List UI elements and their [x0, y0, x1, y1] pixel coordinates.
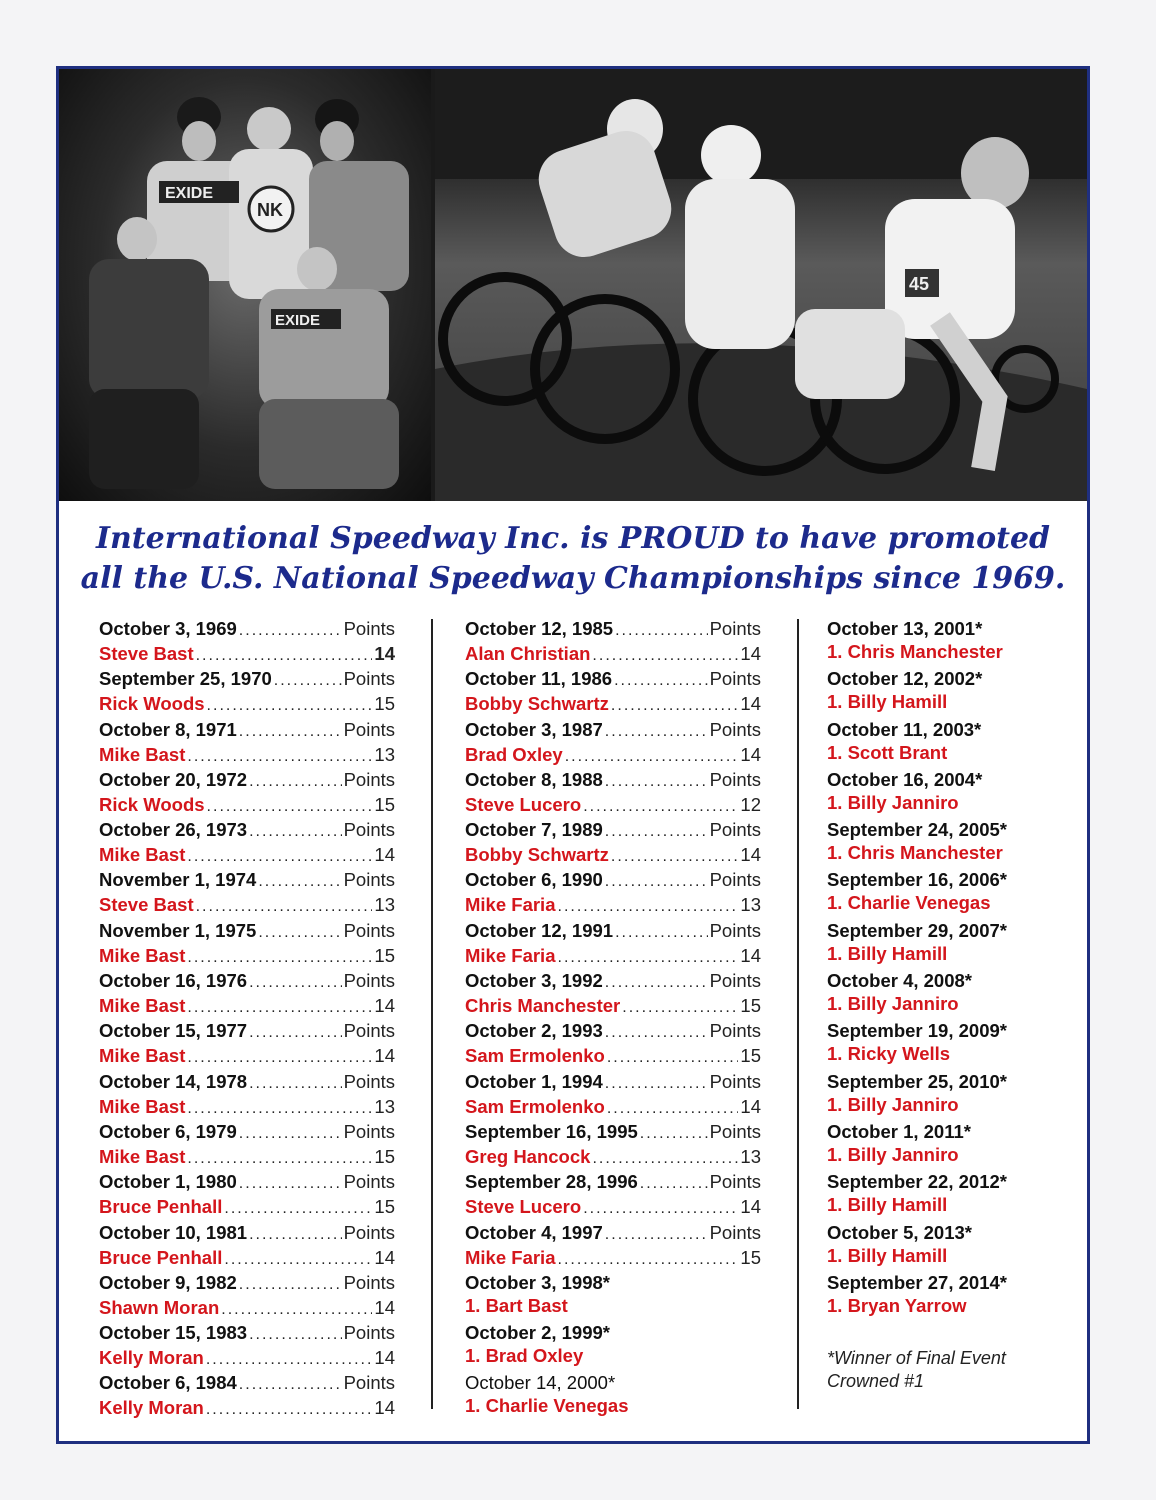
event-date: October 6, 1984 — [99, 1372, 237, 1394]
winner-name: Brad Oxley — [465, 743, 563, 765]
event-date: September 16, 2006* — [827, 869, 1007, 891]
winner-name: 1. Charlie Venegas — [827, 892, 991, 914]
event-date: November 1, 1975 — [99, 919, 257, 941]
points-value: 13 — [740, 1145, 761, 1167]
result-entry — [465, 768, 761, 818]
points-value: 15 — [740, 1246, 761, 1268]
points-label: Points — [343, 919, 395, 941]
final-event-entry — [827, 1170, 1067, 1220]
footnote-line-2: Crowned #1 — [827, 1371, 925, 1391]
event-date: October 4, 2008* — [827, 970, 972, 992]
event-date: September 28, 1996 — [465, 1171, 638, 1193]
event-date: October 1, 1980 — [99, 1171, 237, 1193]
result-entry — [465, 1170, 761, 1220]
event-date: October 14, 1978 — [99, 1070, 248, 1092]
event-date: October 3, 1998* — [465, 1271, 610, 1293]
winner-name: Kelly Moran — [99, 1347, 204, 1369]
points-label: Points — [343, 819, 395, 841]
result-entry — [465, 868, 761, 918]
winner-name: 1. Billy Hamill — [827, 691, 948, 713]
result-entry — [465, 718, 761, 768]
points-label: Points — [709, 819, 761, 841]
points-label: Points — [709, 919, 761, 941]
photo-banner — [59, 69, 1087, 501]
event-date: October 11, 2003* — [827, 718, 982, 740]
points-value: 15 — [374, 1145, 395, 1167]
winner-name: Mike Bast — [99, 1045, 186, 1067]
points-label: Points — [709, 1171, 761, 1193]
points-label: Points — [343, 1020, 395, 1042]
points-label: Points — [343, 768, 395, 790]
result-entry — [99, 1019, 395, 1069]
headline-line-2: all the U.S. National Speedway Championships since 1969. — [80, 561, 1066, 596]
result-entry — [465, 667, 761, 717]
event-date: September 29, 2007* — [827, 919, 1007, 941]
event-date: October 3, 1987 — [465, 718, 603, 740]
result-entry — [99, 818, 395, 868]
points-value: 14 — [740, 844, 761, 866]
points-label: Points — [709, 1070, 761, 1092]
final-event-entry — [827, 818, 1067, 868]
svg-text:NK: NK — [257, 200, 283, 220]
points-value: 15 — [374, 944, 395, 966]
event-date: October 1, 2011* — [827, 1120, 971, 1142]
points-label: Points — [343, 618, 395, 639]
result-entry — [99, 1271, 395, 1321]
points-label: Points — [343, 1221, 395, 1243]
winner-name: Mike Bast — [99, 1095, 186, 1117]
final-event-entry — [827, 1070, 1067, 1120]
result-entry — [99, 919, 395, 969]
final-event-entry — [827, 1019, 1067, 1069]
points-label: Points — [709, 668, 761, 690]
results-column-3 — [827, 617, 1067, 1321]
final-event-entry — [827, 868, 1067, 918]
result-entry — [465, 818, 761, 868]
winner-name: 1. Charlie Venegas — [465, 1395, 629, 1417]
points-label: Points — [709, 1221, 761, 1243]
final-event-entry — [827, 1221, 1067, 1271]
points-label: Points — [343, 1120, 395, 1142]
event-date: October 6, 1990 — [465, 869, 603, 891]
page-frame — [56, 66, 1090, 1444]
event-date: September 25, 2010* — [827, 1070, 1007, 1092]
result-entry — [99, 868, 395, 918]
points-value: 15 — [374, 693, 395, 715]
event-date: October 16, 2004* — [827, 768, 983, 790]
winner-name: 1. Billy Hamill — [827, 942, 948, 964]
event-date: October 8, 1988 — [465, 768, 603, 790]
points-value: 14 — [374, 1246, 395, 1268]
results-column-1 — [99, 617, 395, 1422]
winner-name: Mike Faria — [465, 894, 556, 916]
event-date: October 5, 2013* — [827, 1221, 972, 1243]
winner-name: 1. Billy Janniro — [827, 1143, 959, 1165]
winner-name: Mike Bast — [99, 1145, 186, 1167]
result-entry — [99, 1070, 395, 1120]
event-date: October 2, 1999* — [465, 1322, 610, 1344]
event-date: October 4, 1997 — [465, 1221, 603, 1243]
points-label: Points — [343, 718, 395, 740]
points-value: 14 — [374, 1045, 395, 1067]
winner-name: 1. Billy Janniro — [827, 1093, 959, 1115]
winner-name: Bobby Schwartz — [465, 844, 609, 866]
winner-name: Mike Bast — [99, 844, 186, 866]
winner-name: Sam Ermolenko — [465, 1045, 605, 1067]
column-divider — [797, 619, 799, 1409]
points-label: Points — [709, 768, 761, 790]
winner-name: Steve Bast — [99, 643, 194, 664]
points-value: 15 — [374, 1196, 395, 1218]
event-date: October 11, 1986 — [465, 668, 613, 690]
points-label: Points — [343, 1271, 395, 1293]
winner-name: 1. Ricky Wells — [827, 1043, 951, 1065]
event-date: October 3, 1992 — [465, 970, 603, 992]
points-value: 14 — [740, 1196, 761, 1218]
event-date: November 1, 1974 — [99, 869, 257, 891]
event-date: September 27, 2014* — [827, 1271, 1007, 1293]
column-divider — [431, 619, 433, 1409]
headline — [59, 519, 1087, 599]
event-date: September 25, 1970 — [99, 668, 272, 690]
points-value: 14 — [740, 643, 761, 664]
result-entry — [465, 919, 761, 969]
winner-name: 1. Chris Manchester — [827, 842, 1003, 864]
result-entry — [99, 969, 395, 1019]
points-value: 14 — [740, 944, 761, 966]
event-date: October 16, 1976 — [99, 970, 248, 992]
result-entry — [99, 1371, 395, 1421]
event-date: October 3, 1969 — [99, 618, 237, 639]
event-date: October 2, 1993 — [465, 1020, 603, 1042]
result-entry — [99, 1321, 395, 1371]
event-date: October 9, 1982 — [99, 1271, 237, 1293]
event-date: October 12, 1991 — [465, 919, 614, 941]
winner-name: Steve Bast — [99, 894, 194, 916]
event-date: September 16, 1995 — [465, 1120, 638, 1142]
winner-name: Kelly Moran — [99, 1397, 204, 1419]
winner-name: Mike Faria — [465, 944, 556, 966]
points-value: 14 — [374, 995, 395, 1017]
points-value: 14 — [374, 1397, 395, 1419]
points-value: 14 — [374, 643, 395, 664]
event-date: October 14, 2000* — [465, 1372, 616, 1394]
winner-name: Rick Woods — [99, 693, 205, 715]
points-label: Points — [709, 970, 761, 992]
event-date: October 13, 2001* — [827, 618, 983, 639]
result-entry — [465, 1120, 761, 1170]
points-value: 14 — [374, 844, 395, 866]
result-entry — [465, 1221, 761, 1271]
riders-group-photo — [59, 69, 431, 501]
winner-name: Alan Christian — [465, 643, 591, 664]
event-date: October 12, 2002* — [827, 668, 983, 690]
points-value: 13 — [374, 894, 395, 916]
points-value: 13 — [374, 743, 395, 765]
points-value: 14 — [740, 1095, 761, 1117]
winner-name: 1. Billy Janniro — [827, 791, 959, 813]
points-value: 13 — [740, 894, 761, 916]
result-entry — [99, 1170, 395, 1220]
final-event-entry — [827, 919, 1067, 969]
points-label: Points — [343, 869, 395, 891]
final-event-entry — [827, 1120, 1067, 1170]
svg-text:45: 45 — [909, 274, 930, 294]
winner-name: Mike Bast — [99, 944, 186, 966]
headline-line-1: International Speedway Inc. is PROUD to have promoted — [95, 521, 1051, 556]
winner-name: Bruce Penhall — [99, 1246, 223, 1268]
final-event-entry — [465, 1271, 761, 1321]
points-label: Points — [709, 1120, 761, 1142]
svg-text:EXIDE: EXIDE — [275, 312, 321, 329]
winner-name: 1. Brad Oxley — [465, 1345, 584, 1367]
result-entry — [99, 667, 395, 717]
winner-name: Shawn Moran — [99, 1296, 220, 1318]
footnote-line-1: *Winner of Final Event — [827, 1348, 1006, 1368]
result-entry — [99, 617, 395, 667]
points-label: Points — [709, 869, 761, 891]
result-entry — [99, 1120, 395, 1170]
points-value: 12 — [740, 793, 761, 815]
event-date: September 24, 2005* — [827, 819, 1007, 841]
winner-name: Steve Lucero — [465, 1196, 582, 1218]
event-date: October 20, 1972 — [99, 768, 248, 790]
points-value: 15 — [374, 793, 395, 815]
final-event-entry — [827, 768, 1067, 818]
winner-name: 1. Bart Bast — [465, 1294, 568, 1316]
points-value: 15 — [740, 995, 761, 1017]
final-event-entry — [465, 1321, 761, 1371]
race-action-photo — [435, 69, 1087, 501]
event-date: October 1, 1994 — [465, 1070, 603, 1092]
final-event-entry — [827, 969, 1067, 1019]
final-event-entry — [827, 1271, 1067, 1321]
result-entry — [99, 1221, 395, 1271]
winner-name: Rick Woods — [99, 793, 205, 815]
winner-name: Sam Ermolenko — [465, 1095, 605, 1117]
winner-name: Bobby Schwartz — [465, 693, 609, 715]
points-value: 13 — [374, 1095, 395, 1117]
winner-name: 1. Billy Janniro — [827, 993, 959, 1015]
result-entry — [465, 1019, 761, 1069]
event-date: October 15, 1983 — [99, 1322, 248, 1344]
event-date: October 26, 1973 — [99, 819, 248, 841]
winner-name: Bruce Penhall — [99, 1196, 223, 1218]
winner-name: 1. Bryan Yarrow — [827, 1294, 967, 1316]
result-entry — [465, 617, 761, 667]
points-label: Points — [343, 1322, 395, 1344]
points-label: Points — [343, 970, 395, 992]
event-date: September 19, 2009* — [827, 1020, 1007, 1042]
footnote — [827, 1347, 1006, 1393]
event-date: October 7, 1989 — [465, 819, 603, 841]
points-label: Points — [709, 618, 761, 639]
points-value: 14 — [374, 1296, 395, 1318]
winner-name: 1. Billy Hamill — [827, 1244, 948, 1266]
points-label: Points — [343, 1171, 395, 1193]
event-date: October 6, 1979 — [99, 1120, 237, 1142]
points-value: 15 — [740, 1045, 761, 1067]
points-label: Points — [709, 1020, 761, 1042]
winner-name: Mike Faria — [465, 1246, 556, 1268]
svg-text:EXIDE: EXIDE — [165, 185, 214, 202]
event-date: September 22, 2012* — [827, 1171, 1007, 1193]
result-entry — [99, 768, 395, 818]
final-event-entry — [827, 617, 1067, 667]
results-column-2 — [465, 617, 761, 1422]
final-event-entry — [465, 1371, 761, 1421]
winner-name: Steve Lucero — [465, 793, 582, 815]
winner-name: Mike Bast — [99, 743, 186, 765]
event-date: October 12, 1985 — [465, 618, 614, 639]
points-label: Points — [343, 668, 395, 690]
points-label: Points — [343, 1070, 395, 1092]
points-value: 14 — [740, 743, 761, 765]
winner-name: Greg Hancock — [465, 1145, 591, 1167]
result-entry — [99, 718, 395, 768]
winner-name: 1. Chris Manchester — [827, 641, 1003, 662]
points-label: Points — [343, 1372, 395, 1394]
points-value: 14 — [740, 693, 761, 715]
result-entry — [465, 1070, 761, 1120]
winner-name: Chris Manchester — [465, 995, 621, 1017]
event-date: October 10, 1981 — [99, 1221, 248, 1243]
event-date: October 15, 1977 — [99, 1020, 248, 1042]
winner-name: 1. Scott Brant — [827, 741, 948, 763]
final-event-entry — [827, 718, 1067, 768]
winner-name: Mike Bast — [99, 995, 186, 1017]
result-entry — [465, 969, 761, 1019]
final-event-entry — [827, 667, 1067, 717]
points-label: Points — [709, 718, 761, 740]
event-date: October 8, 1971 — [99, 718, 237, 740]
winner-name: 1. Billy Hamill — [827, 1194, 948, 1216]
points-value: 14 — [374, 1347, 395, 1369]
